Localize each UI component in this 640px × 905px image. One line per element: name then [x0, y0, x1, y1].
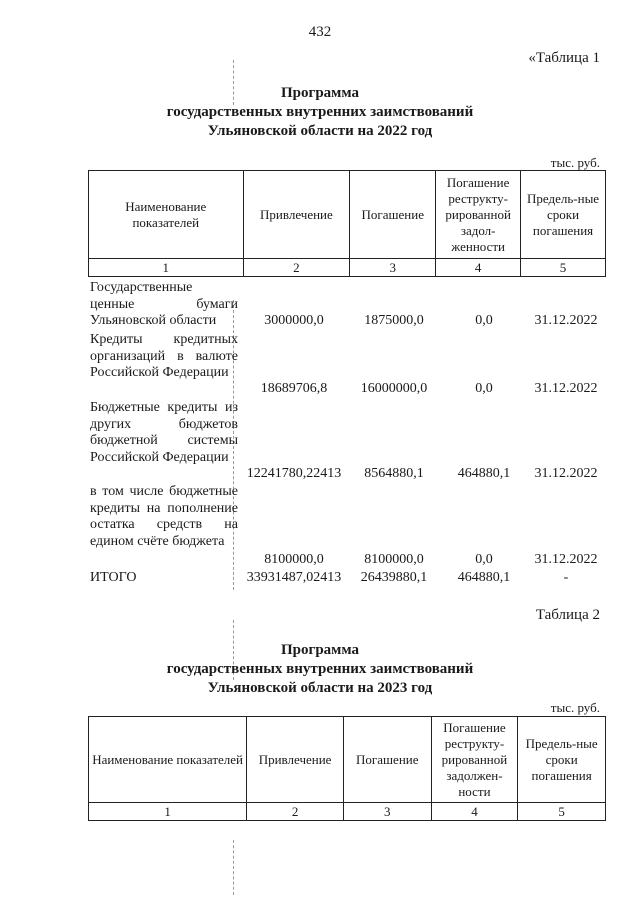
table-row-total [90, 570, 610, 588]
row-attraction: 8100000,0 [264, 552, 324, 567]
row-restructured: 0,0 [475, 552, 493, 567]
table2-units: тыс. руб. [550, 700, 600, 715]
header-restructured: Погашение реструкту-рированной задолжен-ности [431, 717, 518, 803]
header-number: 4 [431, 803, 518, 821]
row-attraction: 18689706,8 [260, 381, 328, 396]
row-name: Бюджетные кредиты из других бюджетов бюджетной системы Российской Федерации [90, 400, 238, 465]
header-number: 4 [436, 259, 521, 277]
table1-title-line: Ульяновской области на 2022 год [207, 123, 433, 139]
row-attraction: 33931487,02413 [246, 570, 342, 585]
table2-reference: Таблица 2 [535, 607, 600, 623]
row-repayment: 16000000,0 [360, 381, 428, 396]
table2-header [88, 716, 606, 821]
table-row [90, 484, 610, 568]
row-restructured: 464880,1 [457, 570, 511, 585]
table1-body [90, 280, 610, 590]
header-number: 5 [518, 803, 606, 821]
row-name: в том числе бюджетные кредиты на пополнение остатка средств на едином счёте бюджета [90, 484, 238, 549]
header-attraction: Привлечение [247, 717, 344, 803]
row-attraction: 3000000,0 [264, 313, 324, 328]
row-deadline: 31.12.2022 [534, 381, 598, 396]
row-repayment: 8100000,0 [364, 552, 424, 567]
header-number: 5 [521, 259, 606, 277]
header-number: 3 [350, 259, 436, 277]
row-restructured: 0,0 [475, 381, 493, 396]
header-repayment: Погашение [350, 171, 436, 259]
header-restructured: Погашение реструкту-рированной задол-женности [436, 171, 521, 259]
table1-title [0, 84, 640, 141]
table-row [90, 332, 610, 398]
header-number: 2 [243, 259, 350, 277]
row-deadline: 31.12.2022 [534, 552, 598, 567]
row-restructured: 0,0 [475, 313, 493, 328]
table2-title-line: Ульяновской области на 2023 год [207, 680, 433, 696]
table1-reference: «Таблица 1 [528, 50, 600, 66]
header-number: 3 [343, 803, 431, 821]
header-number: 1 [89, 803, 247, 821]
header-number: 1 [89, 259, 244, 277]
header-number: 2 [247, 803, 344, 821]
table1-title-line: Программа [281, 85, 359, 101]
row-repayment: 8564880,1 [364, 466, 424, 481]
scan-artifact [233, 840, 234, 895]
row-deadline: - [563, 570, 569, 585]
table-row [90, 280, 610, 330]
row-repayment: 26439880,1 [360, 570, 428, 585]
header-name: Наименование показателей [89, 717, 247, 803]
header-deadline: Предель-ные сроки погашения [521, 171, 606, 259]
table1-header [88, 170, 606, 277]
header-deadline: Предель-ные сроки погашения [518, 717, 606, 803]
table1-units: тыс. руб. [550, 155, 600, 170]
table1-title-line: государственных внутренних заимствований [166, 104, 474, 120]
row-restructured: 464880,1 [457, 466, 511, 481]
page-number: 432 [308, 24, 332, 40]
table2-title [0, 641, 640, 698]
table-row [90, 400, 610, 484]
row-deadline: 31.12.2022 [534, 466, 598, 481]
row-attraction: 12241780,22413 [246, 466, 342, 481]
header-name: Наименование показателей [89, 171, 244, 259]
table2-title-line: Программа [281, 642, 359, 658]
table2-title-line: государственных внутренних заимствований [166, 661, 474, 677]
row-repayment: 1875000,0 [364, 313, 424, 328]
header-repayment: Погашение [343, 717, 431, 803]
row-name: Кредиты кредитных организаций в валюте Российской Федерации [90, 332, 238, 380]
row-name: ИТОГО [90, 570, 137, 585]
row-name: Государственные ценные бумаги Ульяновской области [90, 280, 238, 328]
row-deadline: 31.12.2022 [534, 313, 598, 328]
header-attraction: Привлечение [243, 171, 350, 259]
